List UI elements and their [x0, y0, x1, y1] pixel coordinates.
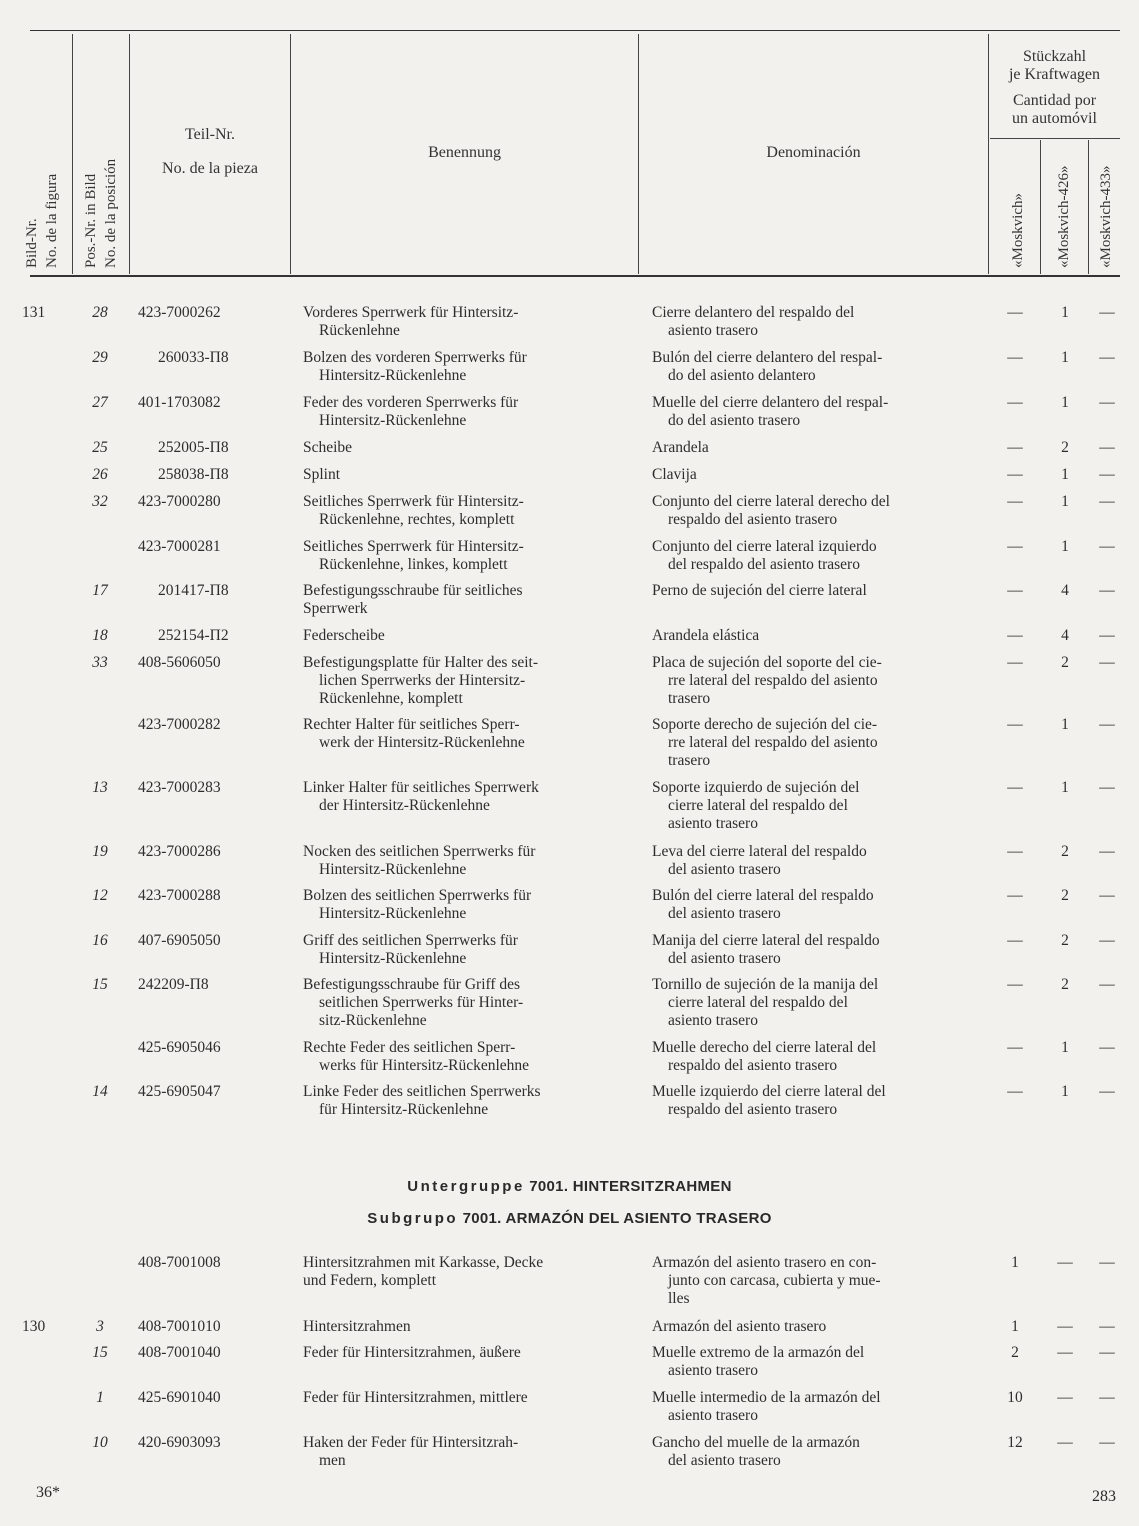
part-number: 242209-П8	[138, 976, 209, 993]
name-de: Feder des vorderen Sperrwerks für Hintersitz-Rückenlehne	[303, 394, 519, 429]
qty-moskvich: —	[1007, 1039, 1023, 1056]
part-number: 423-7000288	[138, 887, 221, 904]
subgroup-heading-es: Subgrupo 7001. ARMAZÓN DEL ASIENTO TRASERO	[367, 1210, 772, 1227]
qty-moskvich-426: —	[1057, 1254, 1073, 1271]
part-number: 425-6901040	[138, 1389, 221, 1406]
name-de: Linker Halter für seitliches Sperrwerk der Hintersitz-Rückenlehne	[303, 779, 539, 814]
position-number: 29	[92, 349, 108, 366]
qty-moskvich: —	[1007, 582, 1023, 599]
name-de: Linke Feder des seitlichen Sperrwerks für Hintersitz-Rückenlehne	[303, 1083, 541, 1118]
qty-moskvich-426: 2	[1061, 843, 1069, 860]
name-de: Griff des seitlichen Sperrwerks für Hintersitz-Rückenlehne	[303, 932, 518, 967]
qty-moskvich-433: —	[1099, 349, 1115, 366]
qty-moskvich: —	[1007, 538, 1023, 555]
part-number: 258038-П8	[158, 466, 229, 483]
column-divider	[129, 34, 130, 274]
header-model-1: «Moskvich»	[1010, 193, 1026, 268]
qty-moskvich: 1	[1011, 1254, 1019, 1271]
header-part-es: No. de la pieza	[162, 160, 258, 177]
qty-moskvich-433: —	[1099, 304, 1115, 321]
qty-moskvich-426: 1	[1061, 1083, 1069, 1100]
position-number: 32	[92, 493, 108, 510]
part-number: 423-7000283	[138, 779, 221, 796]
header-part-de: Teil-Nr.	[185, 126, 235, 143]
name-es: Arandela elástica	[652, 627, 760, 644]
name-es: Soporte izquierdo de sujeción del cierre lateral del respaldo del asiento trasero	[652, 779, 860, 832]
part-number: 401-1703082	[138, 394, 221, 411]
qty-moskvich-426: —	[1057, 1318, 1073, 1335]
name-de: Bolzen des seitlichen Sperrwerks für Hintersitz-Rückenlehne	[303, 887, 532, 922]
name-es: Conjunto del cierre lateral izquierdo del respaldo del asiento trasero	[652, 538, 877, 573]
name-de: Feder für Hintersitzrahmen, mittlere	[303, 1389, 528, 1406]
qty-moskvich-433: —	[1099, 439, 1115, 456]
qty-moskvich-433: —	[1099, 1434, 1115, 1451]
part-number: 423-7000286	[138, 843, 221, 860]
name-de: Befestigungsschraube für seitliches Sperrwerk	[303, 582, 523, 617]
name-es: Manija del cierre lateral del respaldo del asiento trasero	[652, 932, 880, 967]
name-es: Armazón del asiento trasero en con- junto con carcasa, cubierta y mue- lles	[652, 1254, 881, 1307]
header-qty-de-1: Stückzahl	[1022, 48, 1087, 65]
header-fig-es: No. de la figura	[44, 173, 60, 268]
name-es: Bulón del cierre delantero del respal- do del asiento delantero	[652, 349, 883, 384]
name-es: Muelle intermedio de la armazón del asiento trasero	[652, 1389, 881, 1424]
position-number: 17	[92, 582, 108, 599]
qty-moskvich-426: 1	[1061, 394, 1069, 411]
header-model-2: «Moskvich-426»	[1056, 165, 1072, 268]
name-de: Splint	[303, 466, 341, 483]
signature-mark: 36*	[36, 1484, 60, 1501]
qty-moskvich-433: —	[1099, 932, 1115, 949]
qty-moskvich: —	[1007, 654, 1023, 671]
qty-moskvich: 2	[1011, 1344, 1019, 1361]
name-es: Cierre delantero del respaldo del asiento trasero	[652, 304, 855, 339]
qty-moskvich: —	[1007, 493, 1023, 510]
qty-moskvich-426: 1	[1061, 304, 1069, 321]
name-es: Placa de sujeción del soporte del cie- rre lateral del respaldo del asiento trasero	[652, 654, 882, 707]
qty-moskvich-426: 1	[1061, 779, 1069, 796]
part-number: 407-6905050	[138, 932, 221, 949]
qty-moskvich: —	[1007, 843, 1023, 860]
qty-moskvich: —	[1007, 439, 1023, 456]
part-number: 408-7001040	[138, 1344, 221, 1361]
part-number: 260033-П8	[158, 349, 229, 366]
qty-moskvich-426: —	[1057, 1434, 1073, 1451]
name-de: Befestigungsplatte für Halter des seit- lichen Sperrwerks der Hintersitz- Rückenlehne, komplett	[303, 654, 539, 707]
part-number: 408-7001010	[138, 1318, 221, 1335]
position-number: 26	[92, 466, 108, 483]
column-divider	[1088, 140, 1089, 274]
qty-moskvich-433: —	[1099, 1039, 1115, 1056]
part-number: 252154-П2	[158, 627, 229, 644]
position-number: 3	[96, 1318, 104, 1335]
position-number: 16	[92, 932, 108, 949]
name-es: Clavija	[652, 466, 697, 483]
qty-moskvich-433: —	[1099, 394, 1115, 411]
name-es: Gancho del muelle de la armazón del asiento trasero	[652, 1434, 860, 1469]
part-number: 425-6905047	[138, 1083, 221, 1100]
position-number: 13	[92, 779, 108, 796]
name-de: Befestigungsschraube für Griff des seitlichen Sperrwerks für Hinter- sitz-Rückenlehne	[303, 976, 524, 1029]
name-es: Leva del cierre lateral del respaldo del asiento trasero	[652, 843, 867, 878]
name-es: Armazón del asiento trasero	[652, 1318, 827, 1335]
qty-moskvich-426: 1	[1061, 493, 1069, 510]
position-number: 15	[92, 1344, 108, 1361]
part-number: 201417-П8	[158, 582, 229, 599]
position-number: 28	[92, 304, 108, 321]
qty-moskvich: —	[1007, 349, 1023, 366]
position-number: 1	[96, 1389, 104, 1406]
qty-moskvich-433: —	[1099, 1389, 1115, 1406]
qty-moskvich-426: 2	[1061, 654, 1069, 671]
name-es: Muelle derecho del cierre lateral del respaldo del asiento trasero	[652, 1039, 877, 1074]
name-es: Muelle del cierre delantero del respal- do del asiento trasero	[652, 394, 889, 429]
name-es: Soporte derecho de sujeción del cie- rre lateral del respaldo del asiento trasero	[652, 716, 878, 769]
position-number: 27	[92, 394, 108, 411]
qty-moskvich: —	[1007, 1083, 1023, 1100]
part-number: 408-7001008	[138, 1254, 221, 1271]
header-de: Benennung	[428, 144, 501, 161]
part-number: 423-7000281	[138, 538, 221, 555]
qty-moskvich-426: 1	[1061, 716, 1069, 733]
part-number: 252005-П8	[158, 439, 229, 456]
part-number: 425-6905046	[138, 1039, 221, 1056]
name-de: Seitliches Sperrwerk für Hintersitz- Rückenlehne, rechtes, komplett	[303, 493, 524, 528]
qty-moskvich-426: 2	[1061, 976, 1069, 993]
name-es: Bulón del cierre lateral del respaldo del asiento trasero	[652, 887, 874, 922]
name-de: Hintersitzrahmen	[303, 1318, 411, 1335]
name-de: Seitliches Sperrwerk für Hintersitz- Rückenlehne, linkes, komplett	[303, 538, 524, 573]
qty-moskvich-433: —	[1099, 493, 1115, 510]
qty-moskvich-433: —	[1099, 887, 1115, 904]
qty-moskvich-433: —	[1099, 716, 1115, 733]
name-de: Rechte Feder des seitlichen Sperr- werks für Hintersitz-Rückenlehne	[303, 1039, 530, 1074]
header-pos-de: Pos.-Nr. in Bild	[83, 173, 99, 268]
figure-number: 131	[22, 304, 46, 321]
position-number: 33	[92, 654, 108, 671]
header-bottom-rule	[30, 275, 1120, 277]
qty-moskvich-426: 1	[1061, 1039, 1069, 1056]
qty-moskvich: —	[1007, 304, 1023, 321]
header-model-3: «Moskvich-433»	[1098, 165, 1114, 268]
column-divider	[72, 34, 73, 274]
name-de: Feder für Hintersitzrahmen, äußere	[303, 1344, 521, 1361]
header-fig-de: Bild-Nr.	[24, 218, 40, 268]
name-es: Perno de sujeción del cierre lateral	[652, 582, 867, 599]
qty-moskvich: —	[1007, 932, 1023, 949]
subgroup-heading-de: Untergruppe 7001. HINTERSITZRAHMEN	[407, 1178, 732, 1195]
qty-moskvich: —	[1007, 779, 1023, 796]
qty-moskvich-426: 2	[1061, 887, 1069, 904]
part-number: 423-7000280	[138, 493, 221, 510]
header-pos-es: No. de la posición	[103, 158, 119, 268]
position-number: 19	[92, 843, 108, 860]
qty-moskvich-433: —	[1099, 466, 1115, 483]
name-es: Muelle izquierdo del cierre lateral del respaldo del asiento trasero	[652, 1083, 886, 1118]
qty-moskvich-426: 1	[1061, 349, 1069, 366]
name-de: Federscheibe	[303, 627, 385, 644]
figure-number: 130	[22, 1318, 46, 1335]
part-number: 420-6903093	[138, 1434, 221, 1451]
qty-moskvich-426: —	[1057, 1344, 1073, 1361]
qty-moskvich: —	[1007, 976, 1023, 993]
name-de: Rechter Halter für seitliches Sperr- werk der Hintersitz-Rückenlehne	[303, 716, 525, 751]
qty-moskvich-433: —	[1099, 779, 1115, 796]
qty-moskvich-433: —	[1099, 1318, 1115, 1335]
qty-moskvich-433: —	[1099, 1344, 1115, 1361]
qty-moskvich-433: —	[1099, 582, 1115, 599]
qty-moskvich-426: —	[1057, 1389, 1073, 1406]
name-de: Hintersitzrahmen mit Karkasse, Decke und Federn, komplett	[303, 1254, 544, 1289]
qty-moskvich-433: —	[1099, 976, 1115, 993]
qty-moskvich: 1	[1011, 1318, 1019, 1335]
position-number: 15	[92, 976, 108, 993]
position-number: 18	[92, 627, 108, 644]
header-qty-de-2: je Kraftwagen	[1008, 66, 1101, 83]
name-de: Bolzen des vorderen Sperrwerks für Hintersitz-Rückenlehne	[303, 349, 527, 384]
qty-moskvich-433: —	[1099, 654, 1115, 671]
qty-moskvich-433: —	[1099, 843, 1115, 860]
name-de: Scheibe	[303, 439, 353, 456]
header-qty-es-2: un automóvil	[1012, 110, 1097, 127]
qty-moskvich: —	[1007, 394, 1023, 411]
qty-moskvich-426: 2	[1061, 932, 1069, 949]
name-de: Haken der Feder für Hintersitzrah- men	[303, 1434, 519, 1469]
qty-subheader-rule	[990, 138, 1120, 139]
position-number: 25	[92, 439, 108, 456]
header-qty-es-1: Cantidad por	[1012, 92, 1097, 109]
qty-moskvich-426: 4	[1061, 582, 1069, 599]
position-number: 12	[92, 887, 108, 904]
qty-moskvich-433: —	[1099, 1254, 1115, 1271]
name-es: Arandela	[652, 439, 709, 456]
qty-moskvich-426: 1	[1061, 466, 1069, 483]
qty-moskvich-433: —	[1099, 538, 1115, 555]
qty-moskvich-426: 4	[1061, 627, 1069, 644]
name-de: Vorderes Sperrwerk für Hintersitz- Rückenlehne	[303, 304, 519, 339]
name-es: Tornillo de sujeción de la manija del cierre lateral del respaldo del asiento trasero	[652, 976, 879, 1029]
qty-moskvich: —	[1007, 627, 1023, 644]
name-es: Conjunto del cierre lateral derecho del respaldo del asiento trasero	[652, 493, 890, 528]
header-es: Denominación	[766, 144, 861, 161]
position-number: 10	[92, 1434, 108, 1451]
qty-moskvich: —	[1007, 466, 1023, 483]
position-number: 14	[92, 1083, 108, 1100]
part-number: 423-7000262	[138, 304, 221, 321]
header-top-rule	[30, 30, 1120, 31]
qty-moskvich: 10	[1007, 1389, 1023, 1406]
qty-moskvich: 12	[1007, 1434, 1023, 1451]
page-number: 283	[1092, 1488, 1116, 1505]
qty-moskvich-433: —	[1099, 1083, 1115, 1100]
qty-moskvich-426: 2	[1061, 439, 1069, 456]
qty-moskvich-433: —	[1099, 627, 1115, 644]
name-es: Muelle extremo de la armazón del asiento trasero	[652, 1344, 865, 1379]
qty-moskvich-426: 1	[1061, 538, 1069, 555]
column-divider	[1040, 140, 1041, 274]
qty-moskvich: —	[1007, 887, 1023, 904]
qty-moskvich: —	[1007, 716, 1023, 733]
name-de: Nocken des seitlichen Sperrwerks für Hintersitz-Rückenlehne	[303, 843, 536, 878]
part-number: 423-7000282	[138, 716, 221, 733]
part-number: 408-5606050	[138, 654, 221, 671]
